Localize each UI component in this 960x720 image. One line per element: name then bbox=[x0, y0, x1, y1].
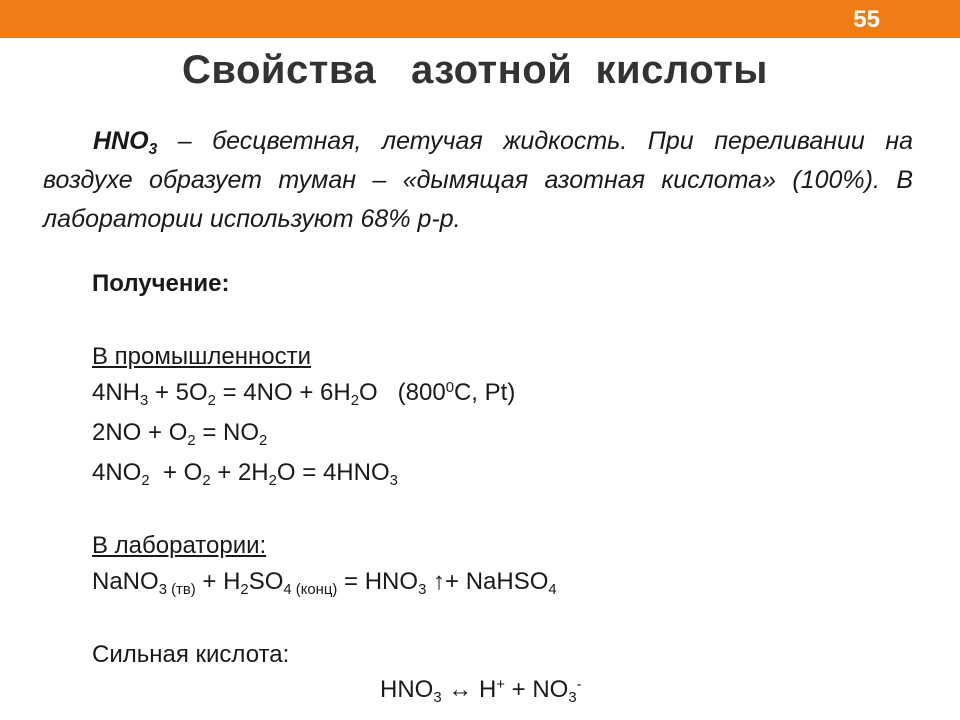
eq-sub: 2 bbox=[350, 392, 359, 409]
eq-sub: 2 bbox=[141, 472, 150, 489]
formula-base: HNO bbox=[93, 127, 149, 155]
eq-part: ↔ H bbox=[441, 676, 497, 703]
industry-heading: В промышленности bbox=[92, 343, 311, 370]
eq-part: SO bbox=[248, 568, 284, 595]
eq-part: NaNO bbox=[92, 568, 159, 595]
intro-text: – бесцветная, летучая жидкость. При переливании на воздухе образует туман – «дымящая азотная кислота» (100%). В лаборатории используют 68% р-р. bbox=[43, 127, 913, 233]
eq-part: + 5O bbox=[148, 379, 208, 406]
lab-equation bbox=[92, 568, 557, 596]
top-bar bbox=[0, 0, 960, 38]
eq-sub: 2 bbox=[240, 581, 249, 598]
eq-sub: 2 bbox=[268, 472, 277, 489]
eq-part: O = 4HNO bbox=[276, 459, 390, 486]
industry-equation-3 bbox=[92, 459, 398, 487]
eq-sup: 0 bbox=[445, 379, 454, 396]
intro-paragraph bbox=[43, 122, 913, 239]
slide-title: Свойства азотной кислоты bbox=[182, 48, 768, 92]
eq-sub: 2 bbox=[187, 432, 196, 449]
eq-part: O (800 bbox=[358, 379, 446, 406]
formula-sub: 3 bbox=[148, 140, 158, 158]
eq-sub: 3 bbox=[140, 392, 149, 409]
eq-part: = NO bbox=[195, 419, 260, 446]
eq-part: + 2H bbox=[210, 459, 269, 486]
eq-sub: 3 bbox=[433, 689, 442, 706]
production-heading: Получение: bbox=[92, 270, 230, 297]
eq-sub: 4 bbox=[548, 581, 557, 598]
eq-part: C, Pt) bbox=[453, 379, 516, 406]
eq-part: 4NO bbox=[92, 459, 142, 486]
strong-acid-label: Сильная кислота: bbox=[92, 641, 290, 668]
eq-sub: 3 bbox=[568, 689, 577, 706]
eq-sup: + bbox=[496, 676, 505, 693]
eq-part: ↑+ NaHSO bbox=[426, 568, 549, 595]
eq-part: + O bbox=[149, 459, 203, 486]
eq-sub: 2 bbox=[207, 392, 216, 409]
eq-sub: 4 (конц) bbox=[283, 581, 338, 598]
eq-sub: 3 bbox=[389, 472, 398, 489]
industry-equation-1 bbox=[92, 379, 515, 407]
lab-heading: В лаборатории: bbox=[92, 532, 267, 559]
eq-part: = HNO bbox=[337, 568, 419, 595]
eq-sub: 3 bbox=[418, 581, 427, 598]
eq-part: + H bbox=[195, 568, 241, 595]
slide-number: 55 bbox=[853, 6, 880, 33]
eq-sub: 2 bbox=[202, 472, 211, 489]
industry-equation-2 bbox=[92, 419, 267, 447]
eq-part: = 4NO + 6H bbox=[215, 379, 351, 406]
eq-sub: 2 bbox=[259, 432, 268, 449]
eq-part: + NO bbox=[504, 676, 569, 703]
eq-part: HNO bbox=[380, 676, 434, 703]
dissociation-equation bbox=[380, 676, 582, 704]
eq-part: 4NH bbox=[92, 379, 141, 406]
eq-part: 2NO + O bbox=[92, 419, 188, 446]
eq-sub: 3 (тв) bbox=[158, 581, 196, 598]
eq-sup: - bbox=[576, 676, 582, 693]
hno3-formula bbox=[93, 127, 158, 158]
